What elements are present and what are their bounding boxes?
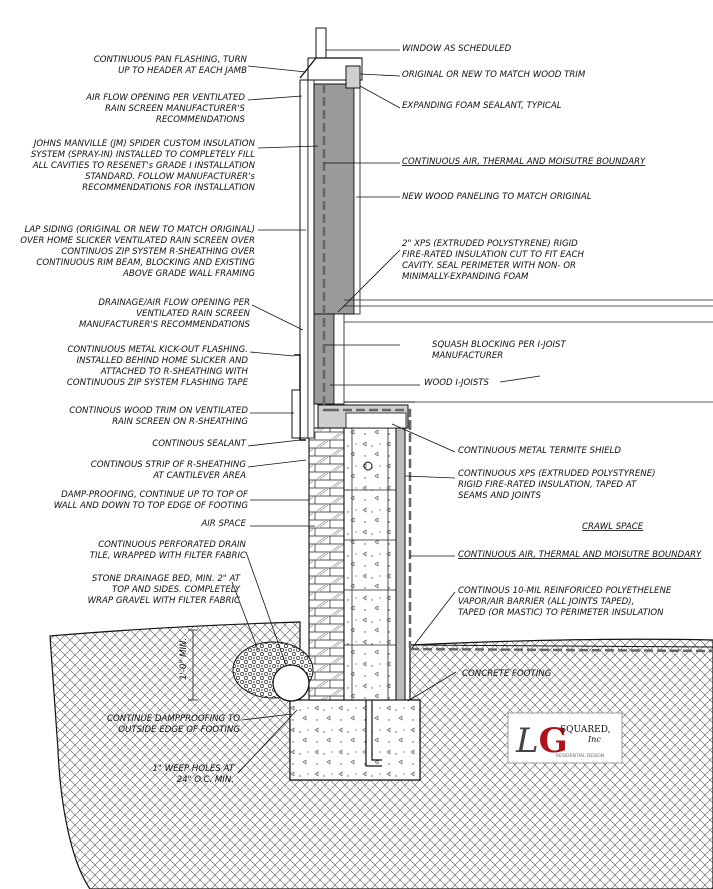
left-label-5-line-0: CONTINUOUS METAL KICK-OUT FLASHING. (67, 345, 248, 355)
left-label-9-line-0: DAMP-PROOFING, CONTINUE UP TO TOP OF (61, 490, 248, 500)
concrete-footing (290, 700, 420, 780)
right-label-12-line-1: VAPOR/AIR BARRIER (ALL JOINTS TAPED), (458, 597, 635, 607)
concrete-footing-label: CONCRETE FOOTING (462, 669, 552, 679)
rim-area (318, 402, 415, 430)
right-label-6-line-1: MANUFACTURER (432, 351, 504, 361)
left-label-2-line-4: RECOMMENDATIONS FOR INSTALLATION (82, 183, 255, 193)
left-label-3-line-2: CONTINUOS ZIP SYSTEM R-SHEATHING OVER (61, 247, 255, 257)
left-label-2-line-0: JOHNS MANVILLE (JM) SPIDER CUSTOM INSULATION (33, 139, 255, 149)
left-label-3-line-4: ABOVE GRADE WALL FRAMING (123, 269, 255, 279)
right-label-5-line-0: 2" XPS (EXTRUDED POLYSTYRENE) RIGID (402, 239, 578, 249)
left-label-8-line-1: AT CANTILEVER AREA (153, 471, 246, 481)
left-label-6-line-1: RAIN SCREEN ON R-SHEATHING (112, 417, 248, 427)
right-label-2-line-0: EXPANDING FOAM SEALANT, TYPICAL (402, 101, 562, 111)
left-label-3-line-0: LAP SIDING (ORIGINAL OR NEW TO MATCH ORIGINAL) (24, 225, 255, 235)
left-label-4-line-1: VENTILATED RAIN SCREEN (136, 309, 250, 319)
right-label-1-line-0: ORIGINAL OR NEW TO MATCH WOOD TRIM (402, 70, 586, 80)
right-label-7-line-0: WOOD I-JOISTS (424, 378, 490, 388)
left-label-9-line-1: WALL AND DOWN TO TOP EDGE OF FOOTING (53, 501, 248, 511)
logo-text-line1: SQUARED, (560, 725, 611, 735)
right-label-group (402, 44, 702, 618)
logo-tagline: RESIDENTIAL DESIGN (556, 754, 605, 759)
left-label-2-line-1: SYSTEM (SPRAY-IN) INSTALLED TO COMPLETELY FILL (30, 150, 255, 160)
left-label-1-line-1: RAIN SCREEN MANUFACTURER'S (104, 104, 245, 114)
left-label-11-line-1: TILE, WRAPPED WITH FILTER FABRIC (89, 551, 246, 561)
brick-veneer (309, 428, 344, 700)
right-label-5-line-1: FIRE-RATED INSULATION CUT TO FIT EACH (402, 250, 584, 260)
left-label-5-line-2: ATTACHED TO R-SHEATHING WITH (100, 367, 248, 377)
foundation-xps-insulation (396, 428, 405, 700)
right-label-0-line-0: WINDOW AS SCHEDULED (402, 44, 512, 54)
left-label-0-line-1: UP TO HEADER AT EACH JAMB (118, 66, 247, 76)
right-label-9-line-2: SEAMS AND JOINTS (458, 491, 541, 501)
dimension-label: 1'-0" MIN. (179, 637, 189, 680)
left-label-11-line-0: CONTINUOUS PERFORATED DRAIN (98, 540, 246, 550)
left-label-12-line-0: STONE DRAINAGE BED, MIN. 2" AT (91, 574, 240, 584)
right-label-3-line-0: CONTINUOUS AIR, THERMAL AND MOISUTRE BOUNDARY (402, 157, 646, 167)
left-label-10-line-0: AIR SPACE (201, 519, 246, 529)
right-label-11-line-0: CONTINUOUS AIR, THERMAL AND MOISUTRE BOUNDARY (458, 550, 702, 560)
left-label-5-line-1: INSTALLED BEHIND HOME SLICKER AND (76, 356, 248, 366)
right-label-12-line-0: CONTINOUS 10-MIL REINFORICED POLYETHELENE (458, 586, 672, 596)
right-label-4-line-0: NEW WOOD PANELING TO MATCH ORIGINAL (402, 192, 592, 202)
left-label-12-line-2: WRAP GRAVEL WITH FILTER FABRIC (87, 596, 240, 606)
logo-letters: LG (516, 721, 568, 761)
right-label-6-line-0: SQUASH BLOCKING PER I-JOIST (432, 340, 566, 350)
left-label-2-line-3: STANDARD. FOLLOW MANUFACTURER's (85, 172, 255, 182)
right-label-5-line-2: CAVITY. SEAL PERIMETER WITH NON- OR (402, 261, 577, 271)
left-label-1-line-0: AIR FLOW OPENING PER VENTILATED (86, 93, 245, 103)
left-label-7-line-0: CONTINOUS SEALANT (152, 439, 246, 449)
left-label-4-line-2: MANUFACTURER'S RECOMMENDATIONS (79, 320, 250, 330)
left-label-0-line-0: CONTINUOUS PAN FLASHING, TURN (93, 55, 247, 65)
left-label-13-line-0: CONTINUE DAMPPROOFING TO (107, 714, 240, 724)
left-label-2-line-2: ALL CAVITIES TO RESENET's GRADE I INSTALLATION (32, 161, 255, 171)
left-label-13-line-1: OUTSIDE EDGE OF FOOTING (118, 725, 240, 735)
left-label-3-line-3: CONTINUOUS RIM BEAM, BLOCKING AND EXISTING (36, 258, 255, 268)
left-label-4-line-0: DRAINAGE/AIR FLOW OPENING PER (98, 298, 250, 308)
left-label-14-line-1: 24" O.C. MIN. (176, 775, 234, 785)
right-label-10-line-0: CRAWL SPACE (582, 522, 644, 532)
right-label-5-line-3: MINIMALLY-EXPANDING FOAM (402, 272, 529, 282)
wood-trim (292, 390, 300, 438)
right-label-9-line-0: CONTINUOUS XPS (EXTRUDED POLYSTYRENE) (458, 469, 656, 479)
right-label-8-line-0: CONTINUOUS METAL TERMITE SHIELD (458, 446, 621, 456)
window-head (300, 28, 362, 88)
right-label-9-line-1: RIGID FIRE-RATED INSULATION, TAPED AT (458, 480, 637, 490)
left-label-12-line-1: TOP AND SIDES. COMPLETELY (111, 585, 240, 595)
left-label-1-line-2: RECOMMENDATIONS (155, 115, 245, 125)
left-label-14-line-0: 1" WEEP HOLES AT (152, 764, 234, 774)
right-label-12-line-2: TAPED (OR MASTIC) TO PERIMETER INSULATION (458, 608, 664, 618)
left-label-6-line-0: CONTINOUS WOOD TRIM ON VENTILATED (69, 406, 248, 416)
company-logo (508, 713, 622, 763)
left-label-3-line-1: OVER HOME SLICKER VENTILATED RAIN SCREEN OVER (20, 236, 255, 246)
left-label-5-line-3: CONTINUOUS ZIP SYSTEM FLASHING TAPE (66, 378, 248, 388)
foundation-wall (344, 428, 396, 700)
logo-text-line2: Inc (588, 735, 601, 744)
left-label-8-line-0: CONTINOUS STRIP OF R-SHEATHING (90, 460, 246, 470)
